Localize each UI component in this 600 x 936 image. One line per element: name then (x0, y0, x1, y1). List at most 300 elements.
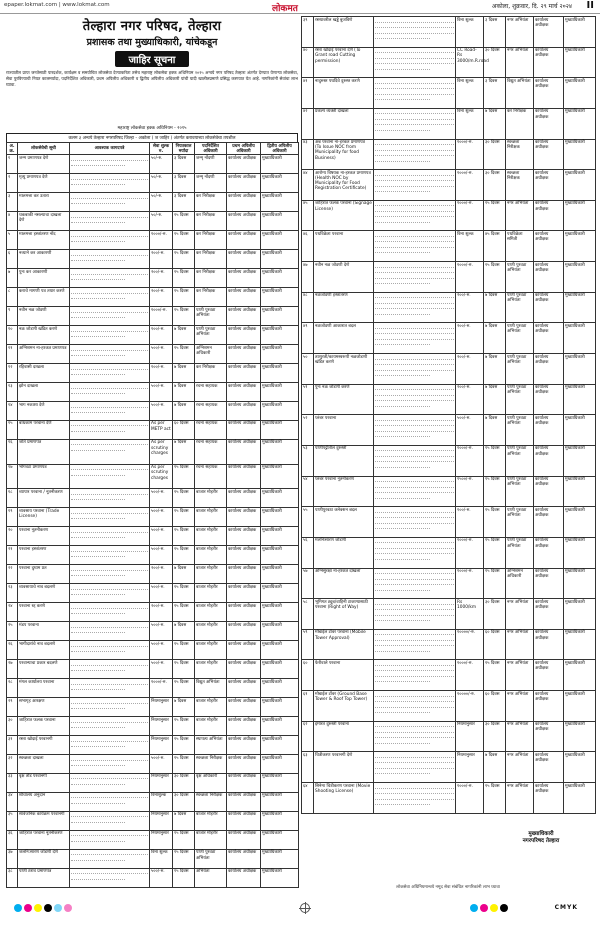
document-line (375, 329, 454, 334)
designated-officer: कर निरीक्षक (195, 231, 227, 250)
document-line (375, 647, 430, 652)
service-name: जाहिरात परवाना नूतनीकरण (18, 830, 70, 849)
service-name: वृक्ष तोड परवानगी (18, 773, 70, 792)
service-name: जाहिरात फलक परवाना (Signage License) (314, 200, 374, 231)
document-line (71, 850, 148, 855)
row-number: ३९ (302, 17, 314, 48)
service-fee: १००००/-रु. (456, 691, 484, 722)
service-fee: ५००/-रु. (150, 402, 173, 421)
row-number: २० (7, 527, 18, 546)
row-number: २६ (7, 641, 18, 660)
time-limit: ७ दिवस (173, 383, 195, 402)
designated-officer: रचना सहायक (195, 420, 227, 439)
second-appellate-officer: मुख्याधिकारी (261, 679, 299, 698)
document-line (375, 549, 454, 554)
designated-officer: बाजार मोहरीर (195, 641, 227, 660)
second-appellate-officer: मुख्याधिकारी (261, 250, 299, 269)
row-number: ४ (7, 212, 18, 231)
document-line (71, 289, 148, 294)
documents-cell (70, 174, 150, 193)
designated-officer: रचना सहायक (195, 439, 227, 464)
time-limit: ३ दिवस (173, 155, 195, 174)
time-limit: १५ दिवस (484, 476, 506, 507)
document-line (71, 680, 148, 685)
first-appellate-officer: कार्यालय अधीक्षक (534, 384, 564, 415)
table-row (7, 508, 299, 527)
document-line (375, 538, 454, 543)
designated-officer: पाणी पुरवठा अभियंता (506, 262, 534, 293)
documents-cell (374, 445, 456, 476)
designated-officer: विद्युत अभियंता (506, 78, 534, 109)
service-fee: १००/-रु. (150, 326, 173, 345)
service-fee: ५००/-रु. (150, 622, 173, 641)
document-line (375, 427, 454, 432)
second-appellate-officer: मुख्याधिकारी (261, 231, 299, 250)
row-number: ४५ (302, 200, 314, 231)
row-number: १६ (7, 439, 18, 464)
document-line (71, 831, 148, 836)
document-line (71, 251, 148, 256)
first-appellate-officer: कार्यालय अधीक्षक (227, 174, 261, 193)
first-appellate-officer: कार्यालय अधीक्षक (227, 155, 261, 174)
document-line (375, 611, 454, 616)
second-appellate-officer: मुख्याधिकारी (564, 507, 596, 538)
table-row (7, 792, 299, 811)
signature-block (491, 831, 591, 845)
documents-cell (70, 698, 150, 717)
document-line (71, 642, 148, 647)
first-appellate-officer: कार्यालय अधीक्षक (534, 108, 564, 139)
cmyk-label: CMYK (554, 904, 578, 911)
second-appellate-officer: मुख्याधिकारी (261, 307, 299, 326)
document-line (375, 630, 454, 635)
service-name: चित्रीकरण परवानगी देणे (314, 752, 374, 783)
second-appellate-officer: मुख्याधिकारी (261, 565, 299, 584)
document-line (375, 48, 454, 53)
first-appellate-officer: कार्यालय अधीक्षक (227, 345, 261, 364)
second-appellate-officer: मुख्याधिकारी (261, 489, 299, 508)
row-number: २९ (7, 698, 18, 717)
service-name: नादुरुस्त पथदिवे दुरुस्त करणे (314, 78, 374, 109)
service-fee: २००/-रु. (456, 292, 484, 323)
service-name: जोते प्रमाणपत्र (18, 439, 70, 464)
table-row (7, 288, 299, 307)
documents-cell (70, 439, 150, 464)
service-name: सार्वजनिक कार्यक्रम परवानगी (18, 811, 70, 830)
documents-cell (70, 622, 150, 641)
table-row (7, 231, 299, 250)
document-line (71, 403, 148, 408)
designated-officer: बाजार मोहरीर (195, 698, 227, 717)
table-row (302, 139, 596, 170)
service-fee: १०००/-रु. (456, 537, 484, 568)
row-number: ५५ (302, 507, 314, 538)
documents-cell (70, 250, 150, 269)
row-number: २ (7, 174, 18, 193)
time-limit: १५ दिवस (484, 537, 506, 568)
table-row (302, 170, 596, 201)
service-name: जलनि:सारण जोडणी देणे (18, 849, 70, 868)
second-appellate-officer: मुख्याधिकारी (261, 698, 299, 717)
time-limit: ७ दिवस (173, 698, 195, 717)
document-line (71, 742, 125, 747)
second-appellate-officer: मुख्याधिकारी (261, 383, 299, 402)
service-fee: नियमानुसार (456, 721, 484, 752)
document-line (71, 869, 148, 874)
document-line (375, 146, 454, 151)
document-line (375, 176, 454, 181)
designated-officer: विद्युत अभियंता (195, 679, 227, 698)
service-name: नव्याने कर आकारणी (18, 250, 70, 269)
document-line (71, 370, 125, 375)
documents-cell (70, 868, 150, 887)
row-number: ६ (7, 250, 18, 269)
time-limit: १५ दिवस (173, 603, 195, 622)
designated-officer: अभियंता (195, 868, 227, 887)
document-line (375, 722, 454, 727)
document-line (71, 774, 148, 779)
service-name: परवाना रद्द करणे (18, 603, 70, 622)
service-fee: नियमानुसार (150, 698, 173, 717)
second-appellate-officer: मुख्याधिकारी (261, 527, 299, 546)
public-notice-banner: जाहिर सूचना (115, 51, 190, 67)
documents-cell (70, 464, 150, 489)
document-line (71, 837, 125, 842)
service-name: परवाना हस्तांतरण (18, 546, 70, 565)
table-row (7, 212, 299, 231)
designated-officer: पाणी पुरवठा अभियंता (506, 292, 534, 323)
documents-cell (374, 108, 456, 139)
designated-officer: पाणी पुरवठा अभियंता (506, 537, 534, 568)
designated-officer: कर निरीक्षक (195, 250, 227, 269)
time-limit: ६० दिवस (484, 629, 506, 660)
time-limit: ७ दिवस (173, 364, 195, 383)
row-number: ३० (7, 717, 18, 736)
first-appellate-officer: कार्यालय अधीक्षक (227, 420, 261, 439)
table-row (302, 354, 596, 385)
row-number: ४९ (302, 323, 314, 354)
service-fee: ५००/-रु. (150, 546, 173, 565)
service-name: नवीन नळ जोडणी (18, 307, 70, 326)
second-appellate-officer: मुख्याधिकारी (564, 660, 596, 691)
document-line (375, 324, 454, 329)
service-fee: नियमानुसार (150, 811, 173, 830)
time-limit: १५ दिवस (173, 231, 195, 250)
second-appellate-officer: मुख्याधिकारी (564, 476, 596, 507)
second-appellate-officer: मुख्याधिकारी (261, 193, 299, 212)
first-appellate-officer: कार्यालय अधीक्षक (227, 250, 261, 269)
document-line (71, 156, 148, 161)
designated-officer: पाणी पुरवठा अभियंता (195, 326, 227, 345)
document-line (375, 692, 454, 697)
time-limit: १५ दिवस (484, 445, 506, 476)
first-appellate-officer: कार्यालय अधीक्षक (534, 292, 564, 323)
document-line (71, 514, 125, 519)
table-row (302, 384, 596, 415)
service-name: भूमिगत ट्यूब/वाहिनी टाकण्यासाठी परवाना (Right of Way) (314, 599, 374, 630)
document-line (375, 171, 454, 176)
second-appellate-officer: मुख्याधिकारी (261, 546, 299, 565)
second-appellate-officer: मुख्याधिकारी (261, 155, 299, 174)
row-number: ३२ (7, 755, 18, 774)
time-limit: ७ दिवस (173, 439, 195, 464)
edition-dateline: अकोला, शुक्रवार, दि. २९ मार्च २०२४ (491, 3, 572, 10)
document-line (71, 699, 148, 704)
service-fee: २००/-रु. (150, 250, 173, 269)
designated-officer: बाजार मोहरीर (195, 565, 227, 584)
document-line (375, 109, 454, 114)
service-name: भाग नकाशा देणे (18, 402, 70, 421)
table-row (7, 326, 299, 345)
time-limit: १५ दिवस (173, 527, 195, 546)
document-line (375, 677, 430, 682)
document-line (375, 733, 454, 738)
service-fee: CC Road- Rs 3000/m.R.road (456, 47, 484, 78)
time-limit: १५ दिवस (173, 269, 195, 288)
time-limit: ३० दिवस (484, 599, 506, 630)
document-line (375, 661, 454, 666)
first-appellate-officer: कार्यालय अधीक्षक (227, 660, 261, 679)
document-line (375, 605, 454, 610)
document-line (375, 697, 454, 702)
document-line (71, 175, 148, 180)
documents-cell (374, 537, 456, 568)
service-fee: २००/-रु. (150, 288, 173, 307)
service-fee: ५००/-रु. (150, 383, 173, 402)
documents-cell (70, 849, 150, 868)
second-appellate-officer: मुख्याधिकारी (564, 445, 596, 476)
second-appellate-officer: मुख्याधिकारी (261, 420, 299, 439)
col-header-first-appeal: प्रथम अपिलीय अधिकारी (227, 143, 261, 155)
page-number: II (586, 0, 594, 11)
documents-cell (374, 599, 456, 630)
first-appellate-officer: कार्यालय अधीक्षक (227, 307, 261, 326)
document-line (71, 332, 125, 337)
row-number: ५ (7, 231, 18, 250)
document-line (71, 756, 148, 761)
newspaper-logo: लोकमत (272, 4, 298, 14)
service-name: पाणीपुरवठा कनेक्शन बदल (314, 507, 374, 538)
document-line (375, 243, 454, 248)
second-appellate-officer: मुख्याधिकारी (564, 568, 596, 599)
document-line (375, 84, 454, 89)
service-fee: १००/-रु. (150, 364, 173, 383)
document-line (71, 571, 125, 576)
document-line (71, 308, 148, 313)
document-line (375, 29, 454, 34)
documents-cell (70, 383, 150, 402)
documents-cell (70, 773, 150, 792)
second-appellate-officer: मुख्याधिकारी (564, 384, 596, 415)
service-fee: ५००/-रु. (456, 415, 484, 446)
table-row (302, 108, 596, 139)
document-line (375, 753, 454, 758)
document-line (375, 263, 454, 268)
table-row (302, 323, 596, 354)
documents-cell (374, 354, 456, 385)
documents-cell (70, 326, 150, 345)
designated-officer: नगर अभियंता (506, 660, 534, 691)
second-appellate-officer: मुख्याधिकारी (564, 354, 596, 385)
documents-cell (70, 269, 150, 288)
designated-officer: बाजार मोहरीर (195, 717, 227, 736)
documents-cell (374, 231, 456, 262)
service-name: स्वच्छता दाखला (18, 755, 70, 774)
table-row (7, 155, 299, 174)
row-number: २८ (7, 679, 18, 698)
document-line (71, 590, 125, 595)
second-appellate-officer: मुख्याधिकारी (261, 849, 299, 868)
table-row (7, 830, 299, 849)
documents-cell (70, 212, 150, 231)
time-limit: १५ दिवस (173, 546, 195, 565)
document-line (375, 126, 430, 131)
document-line (375, 446, 454, 451)
service-name: अन्न परवाना ना-हरकत प्रमाणपत्र (To Issue NOC from Municipality for food Business) (314, 139, 374, 170)
table-row (302, 599, 596, 630)
table-row (7, 660, 299, 679)
document-line (71, 180, 125, 185)
service-fee: As per scrutiny charges (150, 464, 173, 489)
document-line (71, 647, 125, 652)
first-appellate-officer: कार्यालय अधीक्षक (227, 489, 261, 508)
row-number: ३४ (7, 792, 18, 811)
document-line (71, 218, 125, 223)
service-fee: १०००/-रु. (456, 170, 484, 201)
service-fee: १०००/-रु. (456, 783, 484, 814)
service-name: पुनः नळ जोडणी करणे (314, 384, 374, 415)
service-fee: १००/-रु. (456, 507, 484, 538)
document-line (71, 313, 125, 318)
col-header-documents: आवश्यक कागदपत्रे (70, 143, 150, 155)
service-fee: १०००/-रु. (456, 445, 484, 476)
document-line (375, 279, 430, 284)
second-appellate-officer: मुख्याधिकारी (261, 288, 299, 307)
row-number: ३७ (7, 849, 18, 868)
second-appellate-officer: मुख्याधिकारी (261, 868, 299, 887)
designated-officer: कर निरीक्षक (506, 108, 534, 139)
documents-cell (70, 364, 150, 383)
epaper-url[interactable]: epaper.lokmat.com | www.lokmat.com (4, 2, 110, 8)
time-limit: १५ दिवस (173, 307, 195, 326)
documents-cell (70, 679, 150, 698)
document-line (71, 294, 125, 299)
document-line (375, 555, 430, 560)
document-line (375, 65, 430, 70)
service-name: प्लंबर परवाना (314, 415, 374, 446)
document-line (375, 402, 430, 407)
service-name: मृत्यु प्रमाणपत्र देणे (18, 174, 70, 193)
document-line (375, 115, 454, 120)
time-limit: १५ दिवस (173, 868, 195, 887)
service-fee: विना शुल्क (456, 231, 484, 262)
time-limit: १५ दिवस (173, 736, 195, 755)
designated-officer: जन्मृ नोंदणी (195, 174, 227, 193)
service-name: मंडप परवाना (18, 622, 70, 641)
document-line (375, 739, 430, 744)
document-line (375, 299, 454, 304)
service-fee: Rs 1000/km (456, 599, 484, 630)
document-line (375, 201, 454, 206)
document-line (375, 432, 430, 437)
second-appellate-officer: मुख्याधिकारी (261, 212, 299, 231)
row-number: ४७ (302, 262, 314, 293)
document-line (375, 483, 454, 488)
first-appellate-officer: कार्यालय अधीक्षक (534, 200, 564, 231)
service-fee: ५००/-रु. (150, 660, 173, 679)
documents-cell (374, 629, 456, 660)
document-line (71, 761, 125, 766)
first-appellate-officer: कार्यालय अधीक्षक (227, 736, 261, 755)
designated-officer: पाणी पुरवठा अभियंता (506, 323, 534, 354)
designated-officer: पाणी पुरवठा अभियंता (195, 849, 227, 868)
document-line (71, 604, 148, 609)
document-line (375, 513, 454, 518)
first-appellate-officer: कार्यालय अधीक्षक (227, 565, 261, 584)
second-appellate-officer: मुख्याधिकारी (261, 811, 299, 830)
time-limit: ७ दिवस (484, 292, 506, 323)
document-line (71, 818, 125, 823)
document-line (375, 360, 454, 365)
designated-officer: अग्निशमन अधिकारी (506, 568, 534, 599)
document-line (71, 327, 148, 332)
designated-officer: पाणी पुरवठा अभियंता (506, 476, 534, 507)
table-row (7, 641, 299, 660)
designated-officer: कर निरीक्षक (195, 288, 227, 307)
time-limit: १५ दिवस (173, 679, 195, 698)
second-appellate-officer: मुख्याधिकारी (261, 326, 299, 345)
row-number: २४ (7, 603, 18, 622)
document-line (71, 875, 125, 880)
time-limit: १५ दिवस (173, 250, 195, 269)
second-appellate-officer: मुख्याधिकारी (261, 174, 299, 193)
row-number: २७ (7, 660, 18, 679)
document-line (375, 488, 454, 493)
first-appellate-officer: कार्यालय अधीक्षक (534, 231, 564, 262)
designated-officer: स्थापत्य अभियंता (195, 736, 227, 755)
row-number: ६४ (302, 783, 314, 814)
time-limit: १५ दिवस (484, 783, 506, 814)
table-row (7, 489, 299, 508)
signatory-office: नगरपरिषद तेल्हारा (522, 838, 560, 844)
document-line (71, 446, 125, 451)
document-line (71, 256, 125, 261)
row-number: २५ (7, 622, 18, 641)
table-row (302, 507, 596, 538)
time-limit: १५ दिवस (173, 508, 195, 527)
document-line (375, 600, 454, 605)
time-limit: १५ दिवस (484, 262, 506, 293)
time-limit: ७ दिवस (484, 384, 506, 415)
document-line (71, 780, 125, 785)
document-line (375, 237, 454, 242)
document-line (375, 90, 454, 95)
table-row (7, 464, 299, 489)
designated-officer: बाजार मोहरीर (195, 489, 227, 508)
row-number: ७ (7, 269, 18, 288)
service-name: मलनिःसारण जोडणी (314, 537, 374, 568)
second-appellate-officer: मुख्याधिकारी (261, 364, 299, 383)
document-line (375, 371, 430, 376)
documents-cell (70, 231, 150, 250)
second-appellate-officer: मुख्याधिकारी (564, 170, 596, 201)
document-line (375, 764, 454, 769)
service-fee: १०००/-रु. (456, 568, 484, 599)
act-name: महाराष्ट्र लोकसेवा हक्क अधिनियम - २०१५ (117, 126, 187, 131)
row-number: ६० (302, 660, 314, 691)
first-appellate-officer: कार्यालय अधीक्षक (534, 537, 564, 568)
document-line (71, 389, 125, 394)
